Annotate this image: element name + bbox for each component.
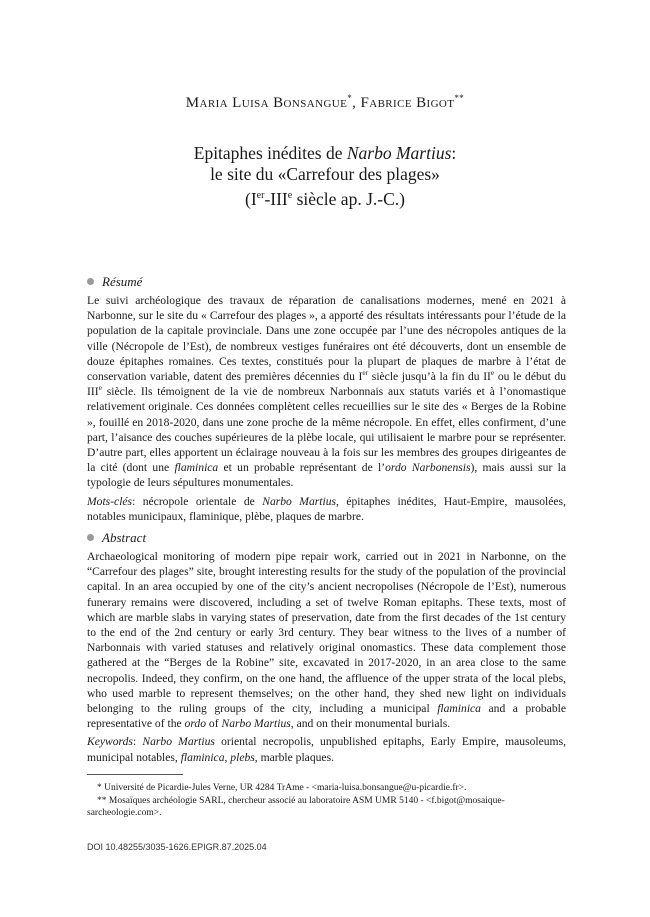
text-run: I bbox=[358, 370, 363, 384]
title-text: -III bbox=[264, 188, 288, 209]
superscript: e bbox=[490, 368, 495, 378]
abstract-heading-text: Abstract bbox=[102, 530, 147, 545]
abstract-heading bbox=[87, 530, 146, 546]
author-name: Maria Luisa Bonsangue bbox=[185, 95, 348, 111]
title-line-1 bbox=[0, 143, 650, 164]
title-text: Epitaphes inédites de bbox=[193, 143, 347, 163]
keywords-label: Mots-clés bbox=[87, 494, 133, 508]
title-text: : bbox=[451, 143, 457, 163]
footnote-divider bbox=[87, 774, 183, 775]
title-italic: Narbo Martius bbox=[346, 143, 452, 163]
italic-run: plebs bbox=[230, 750, 255, 764]
abstract-paragraph bbox=[87, 549, 566, 731]
abstract-keywords bbox=[87, 734, 566, 764]
resume-keywords bbox=[87, 494, 566, 524]
paper-title bbox=[0, 143, 650, 210]
resume-heading-text: Résumé bbox=[102, 274, 143, 289]
text-run: siècle jusqu’à la fin du II bbox=[368, 370, 491, 384]
text-run: ou le début du III bbox=[87, 370, 566, 399]
superscript: e bbox=[98, 383, 102, 393]
text-run: , épitaphes inédites, Haut-Empire, mausolées, notables municipaux, flaminique, plèbe, plaques de marbre. bbox=[87, 494, 566, 523]
resume-paragraph bbox=[87, 293, 566, 491]
text-run: and a probable representative of the bbox=[87, 702, 566, 731]
bullet-icon bbox=[87, 278, 94, 285]
text-run: oriental necropolis, unpublished epitaphs, Early Empire, mausoleums, municipal notables, bbox=[87, 735, 566, 764]
title-text: (I bbox=[245, 188, 257, 209]
text-run: , marble plaques. bbox=[254, 750, 334, 764]
title-sup: e bbox=[287, 190, 293, 201]
author-line bbox=[0, 93, 650, 112]
footnotes bbox=[87, 782, 566, 820]
italic-run: Narbo Martius bbox=[142, 735, 215, 749]
footnote-mark: * bbox=[347, 93, 353, 103]
text-run: ), mais aussi sur la typologie de leurs sépultures monumentales. bbox=[87, 461, 566, 490]
footnote-1: * Université de Picardie-Jules Verne, UR 4284 TrAme - <maria-luisa.bonsangue@u-picardie.fr>. bbox=[97, 783, 467, 793]
italic-run: ordo Narbonensis bbox=[385, 461, 471, 475]
resume-body bbox=[87, 293, 566, 524]
text-run: : bbox=[132, 735, 143, 749]
resume-heading bbox=[87, 274, 142, 290]
italic-run: flaminica bbox=[174, 461, 219, 475]
author-separator: , bbox=[352, 95, 361, 111]
text-run: siècle. Ils témoignent de la vie de nombreux Narbonnais aux statuts variés et à l’onomastique relativement originale. Ces données complètent celles recueillies sur le site des « Berges de la Robine », fouillé en 2018-2020, dans une zone proche de la même nécropole. En effet, elles confirment, d’une part, l’aisance des couches supérieures de la plèbe locale, qui utilisaient le marbre pour se représenter. D’autre part, elles apportent un éclairage nouveau à la fois sur les membres des groupes dirigeantes de la cité (dont une bbox=[87, 385, 566, 475]
title-text: siècle ap. J.-C.) bbox=[292, 188, 405, 209]
footnote-2: ** Mosaïques archéologie SARL, chercheur associé au laboratoire ASM UMR 5140 - <f.bigot@mosaique-sarcheologie.com>. bbox=[87, 795, 505, 818]
author-name: Fabrice Bigot bbox=[360, 95, 455, 111]
text-run: of bbox=[206, 717, 222, 731]
italic-run: flaminica bbox=[437, 702, 481, 716]
text-run: Le suivi archéologique des travaux de réparation de canalisations modernes, mené en 2021 à Narbonne, sur le site du « Carrefour des plages », a apporté des résultats intéressants pour l’étude de la population de la capitale provinciale. Dans une zone occupée par l’une des nécropoles antiques de la ville (Nécropole de l’Est), de nombreux vestiges funéraires ont été découverts, dont un ensemble de douze épitaphes romaines. Ces textes, constitués pour la plupart de plaques de marbre à l’état de conservation variable, datent des premières décennies du bbox=[87, 294, 566, 384]
footnote-mark: ** bbox=[454, 93, 465, 103]
title-sup: er bbox=[256, 190, 265, 201]
title-line-3 bbox=[0, 185, 650, 210]
text-run: et un probable représentant de l’ bbox=[218, 461, 386, 475]
superscript: er bbox=[362, 368, 369, 378]
text-run: , bbox=[224, 750, 231, 764]
abstract-body bbox=[87, 549, 566, 765]
keywords-label: Keywords bbox=[87, 735, 133, 749]
italic-run: Narbo Martius bbox=[221, 717, 291, 731]
text-run: , and on their monumental burials. bbox=[290, 717, 451, 731]
title-line-2: le site du «Carrefour des plages» bbox=[210, 164, 440, 184]
text-run: Archaeological monitoring of modern pipe repair work, carried out in 2021 in Narbonne, on the “Carrefour des plages” site, brought interesting results for the study of the population of the provincial capital. In an area occupied by one of the city’s ancient necropolises (Nécropole de l’Est), numerous funerary remains were discovered, including a set of twelve Roman epitaphs. These texts, most of which are marble slabs in varying states of preservation, date from the first decades of the 1st century to the end of the 2nd century or early 3rd century. They bear witness to the lives of a number of Narbonnais with varied statuses and relatively original onomastics. These data complement those gathered at the “Berges de la Robine” site, excavated in 2017-2020, in an area close to the same necropolis. Indeed, they confirm, on the one hand, the affluence of the upper strata of the local plebs, who used marble to represent themselves; on the other hand, they shed new light on individuals belonging to the ruling groups of the city, including a municipal bbox=[87, 550, 566, 716]
italic-run: Narbo Martius bbox=[262, 494, 336, 508]
doi-line: DOI 10.48255/3035-1626.EPIGR.87.2025.04 bbox=[87, 842, 267, 852]
text-run: : nécropole orientale de bbox=[132, 494, 263, 508]
bullet-icon bbox=[87, 534, 94, 541]
italic-run: ordo bbox=[184, 717, 207, 731]
italic-run: flaminica bbox=[180, 750, 225, 764]
